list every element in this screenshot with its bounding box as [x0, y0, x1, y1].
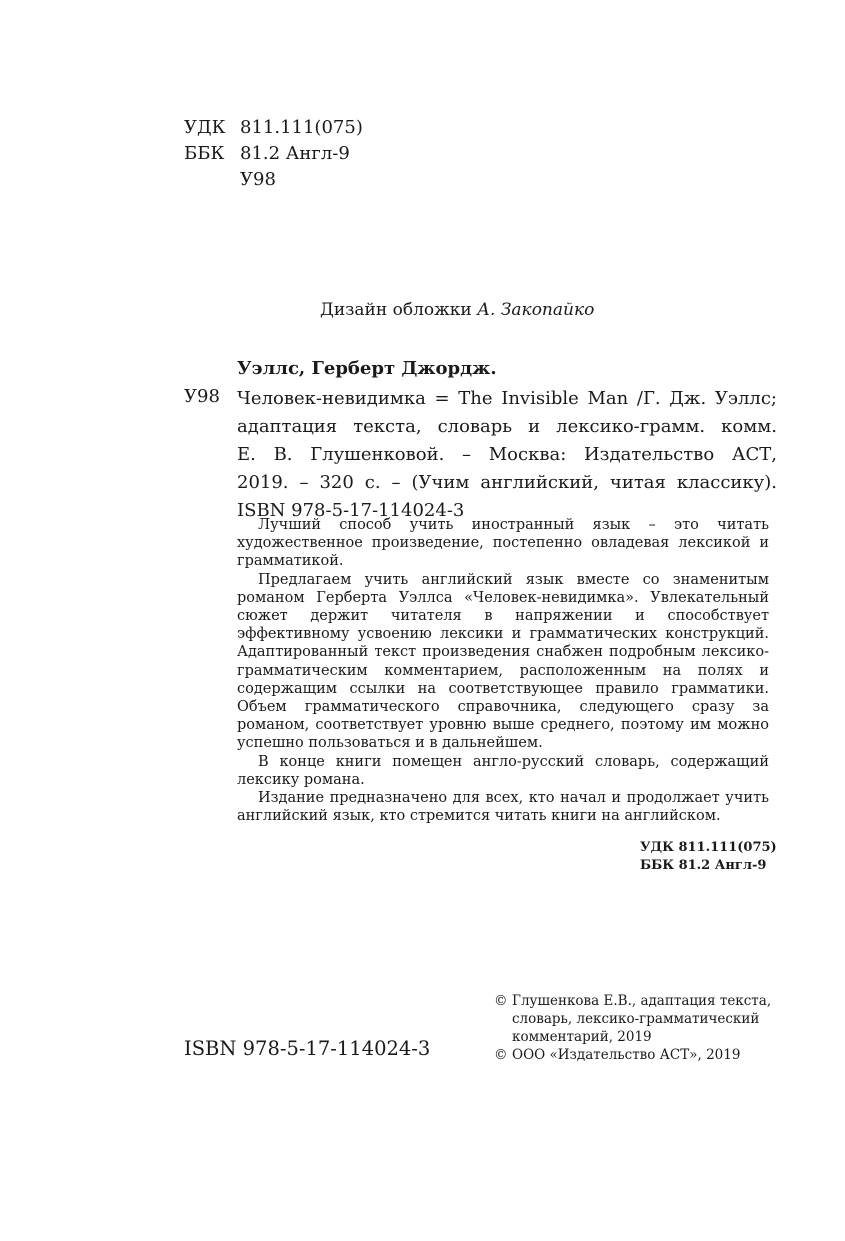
udk-summary: УДК 811.111(075): [640, 840, 777, 855]
copyright-symbol: ©: [494, 993, 508, 1009]
copyright-item-adaptation: [494, 992, 784, 1046]
copyright-line: комментарий, 2019: [512, 1029, 652, 1045]
udk-row: [184, 115, 363, 141]
copyright-item-publisher: [494, 1046, 784, 1064]
cover-designer: [320, 300, 594, 320]
isbn-footer: ISBN 978-5-17-114024-3: [184, 1037, 431, 1060]
bbk-label: ББК: [184, 143, 225, 164]
author-heading: Уэллс, Герберт Джордж.: [237, 358, 497, 379]
udk-label: УДК: [184, 117, 226, 138]
bib-line: Е. В. Глушенковой. – Москва: Издательство АСТ,: [237, 444, 777, 465]
bbk-row: [184, 141, 363, 167]
annotation-paragraph: Предлагаем учить английский язык вместе со знаменитым романом Герберта Уэллса «Человек-невидимка». Увлекательный сюжет держит читателя в напряжении и способствует эффективному усвоению лексики и грамматических конструкций. Адаптированный текст произведения снабжен подробным лексико-грамматическим комментарием, расположенным на полях и содержащим ссылки на соответствующее правило грамматики. Объем грамматического справочника, следующего сразу за романом, соответствует уровню выше среднего, поэтому им можно успешно пользоваться и в дальнейшем.: [237, 571, 769, 752]
author-sign-label: [184, 167, 240, 193]
annotation-paragraph: В конце книги помещен англо-русский словарь, содержащий лексику романа.: [237, 753, 769, 788]
udk-bbk-summary: [640, 839, 777, 875]
udk-value: 811.111(075): [240, 117, 363, 138]
annotation-paragraph: Издание предназначено для всех, кто начал и продолжает учить английский язык, кто стремится читать книги на английском.: [237, 790, 769, 825]
author-sign-value: У98: [240, 169, 276, 190]
bib-line: адаптация текста, словарь и лексико-грамм. комм.: [237, 416, 777, 437]
copyright-line: ООО «Издательство АСТ», 2019: [512, 1047, 741, 1063]
copyright-line: словарь, лексико-грамматический: [512, 1011, 760, 1027]
annotation: [237, 516, 769, 825]
classification-block: [184, 115, 363, 193]
author-sign-row: [184, 167, 363, 193]
copyright-line: Глушенкова Е.В., адаптация текста,: [512, 993, 772, 1009]
bbk-value: 81.2 Англ-9: [240, 143, 350, 164]
bib-line: 2019. – 320 с. – (Учим английский, читая классику).: [237, 472, 777, 493]
copyright-symbol: ©: [494, 1047, 508, 1063]
copyright-block: [494, 992, 784, 1064]
catalog-code: У98: [184, 386, 220, 407]
designer-prefix: Дизайн обложки: [320, 300, 472, 320]
bibliographic-description: [237, 385, 777, 525]
bib-isbn-line: ISBN 978-5-17-114024-3: [237, 500, 465, 521]
copyright-text: [512, 992, 771, 1046]
bib-line: Человек-невидимка = The Invisible Man /Г. Дж. Уэллс;: [237, 388, 777, 409]
annotation-paragraph: Лучший способ учить иностранный язык – это читать художественное произведение, постепенно овладевая лексикой и грамматикой.: [237, 517, 769, 570]
bbk-summary: ББК 81.2 Англ-9: [640, 858, 767, 873]
designer-name: А. Закопайко: [477, 300, 595, 320]
